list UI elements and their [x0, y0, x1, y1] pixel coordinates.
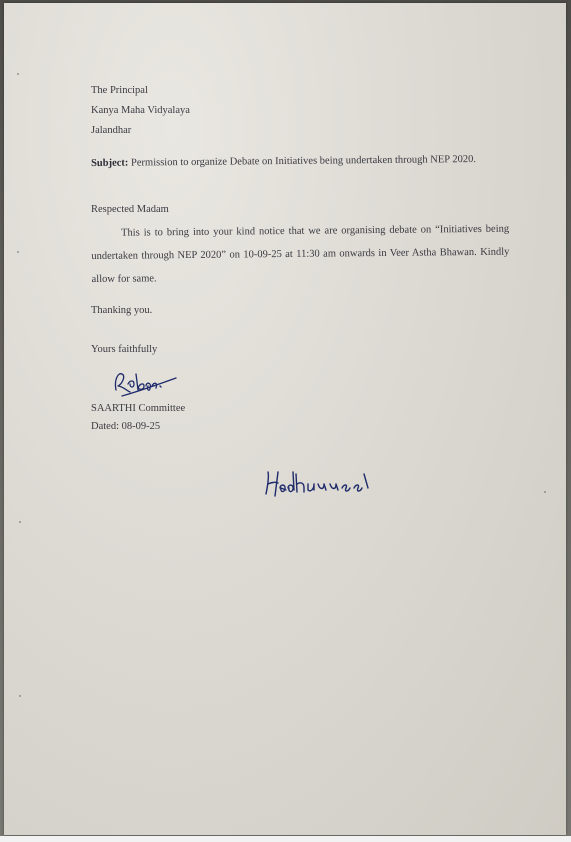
committee-name: SAARTHI Committee [91, 403, 186, 414]
dated-line: Dated: 08-09-25 [91, 421, 161, 432]
thanks-line: Thanking you. [91, 305, 153, 316]
recipient-line-3: Jalandhar [91, 125, 132, 136]
approval-signature [260, 466, 375, 500]
image-bottom-border [0, 836, 571, 842]
paper-speck [19, 521, 21, 523]
paper-speck [19, 695, 21, 697]
recipient-line-2: Kanya Maha Vidyalaya [91, 105, 190, 116]
subject-text: Permission to organize Debate on Initiatives being undertaken through NEP 2020. [128, 153, 477, 169]
salutation: Respected Madam [91, 204, 169, 215]
paper-speck [544, 491, 546, 493]
paper-speck [17, 73, 19, 75]
body-paragraph: This is to bring into your kind notice that we are organising debate on “Initiatives being undertaken through NEP 2020” on 10-09-25 at 11:30 am onwards in Veer Astha Bhawan. Kindly allow for same. [91, 223, 510, 285]
recipient-line-1: The Principal [91, 85, 148, 96]
letter-page [4, 3, 566, 835]
sender-signature [110, 366, 180, 398]
subject-label: Subject: [90, 157, 129, 169]
closing-line: Yours faithfully [91, 344, 158, 355]
paper-speck [17, 251, 19, 253]
